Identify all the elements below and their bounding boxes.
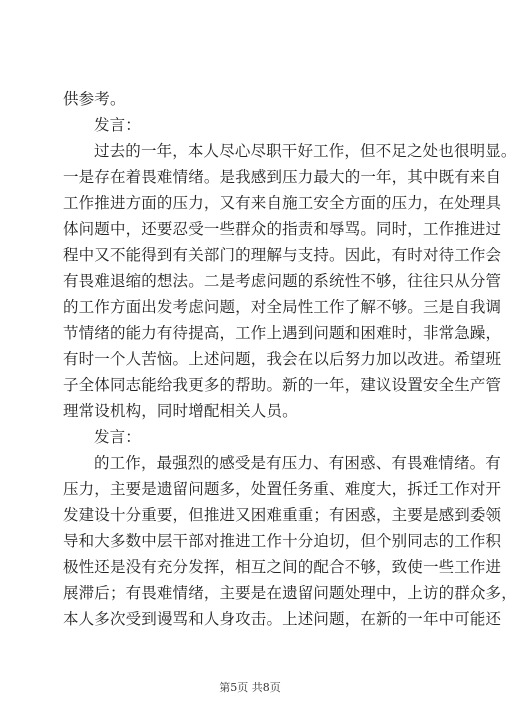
text-line: 程中又不能得到有关部门的理解与支持。因此，有时对待工作会 <box>63 246 502 264</box>
text-line: 极性还是没有充分发挥，相互之间的配合不够，致使一些工作进 <box>63 558 502 576</box>
text-line: 供参考。 <box>63 90 126 108</box>
section-heading: 发言： <box>94 116 141 134</box>
paragraph-start-line: 的工作，最强烈的感受是有压力、有困惑、有畏难情绪。有 <box>94 454 501 472</box>
text-line: 本人多次受到谩骂和人身攻击。上述问题，在新的一年中可能还 <box>63 610 502 628</box>
text-line: 展滞后；有畏难情绪，主要是在遗留问题处理中，上访的群众多， <box>63 584 517 602</box>
paragraph-start-line: 过去的一年，本人尽心尽职干好工作，但不足之处也很明显。 <box>94 142 517 160</box>
document-body <box>63 86 517 632</box>
section-heading: 发言： <box>94 428 141 446</box>
text-line: 有时一个人苦恼。上述问题，我会在以后努力加以改进。希望班 <box>63 350 502 368</box>
text-line: 的工作方面出发考虑问题，对全局性工作了解不够。三是自我调 <box>63 298 502 316</box>
text-line: 压力，主要是遗留问题多，处置任务重、难度大，拆迁工作对开 <box>63 480 502 498</box>
text-line: 导和大多数中层干部对推进工作十分迫切，但个别同志的工作积 <box>63 532 502 550</box>
text-line: 工作推进方面的压力，又有来自施工安全方面的压力，在处理具 <box>63 194 502 212</box>
text-line: 理常设机构，同时增配相关人员。 <box>63 402 298 420</box>
text-line: 节情绪的能力有待提高，工作上遇到问题和困难时，非常急躁， <box>63 324 502 342</box>
text-line: 发建设十分重要，但推进又困难重重；有困惑，主要是感到委领 <box>63 506 502 524</box>
text-line: 有畏难退缩的想法。二是考虑问题的系统性不够，往往只从分管 <box>63 272 502 290</box>
page-number-footer: 第5页 共8页 <box>219 681 281 694</box>
text-line: 子全体同志能给我更多的帮助。新的一年，建议设置安全生产管 <box>63 376 502 394</box>
text-line: 体问题中，还要忍受一些群众的指责和辱骂。同时，工作推进过 <box>63 220 502 238</box>
text-line: 一是存在着畏难情绪。是我感到压力最大的一年，其中既有来自 <box>63 168 502 186</box>
